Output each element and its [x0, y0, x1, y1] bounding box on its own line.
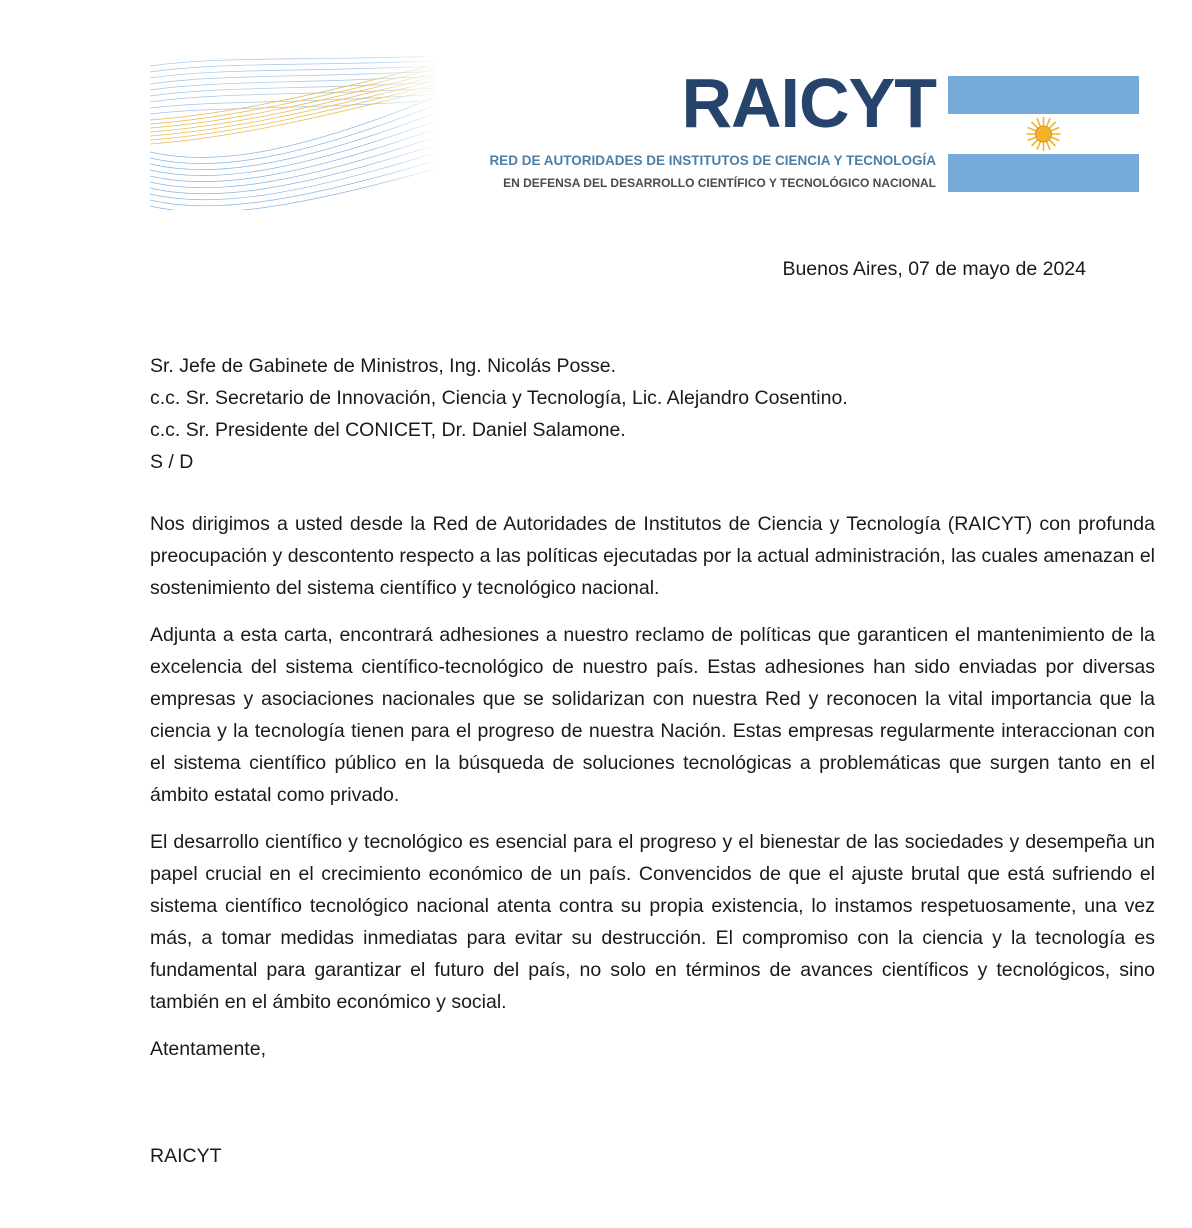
signature: RAICYT — [150, 1145, 222, 1167]
logo-tagline: EN DEFENSA DEL DESARROLLO CIENTÍFICO Y TECNOLÓGICO NACIONAL — [503, 176, 936, 190]
letter-paragraphs — [150, 508, 1155, 1065]
paragraph: El desarrollo científico y tecnológico es esencial para el progreso y el bienestar de las sociedades y desempeña un papel crucial en el crecimiento económico de un país. Convencidos de que el ajuste brutal que está sufriendo el sistema científico tecnológico nacional atenta contra su propia existencia, lo instamos respetuosamente, una vez más, a tomar medidas inmediatas para evitar su destrucción. El compromiso con la ciencia y la tecnología es fundamental para garantizar el futuro del país, no solo en términos de avances científicos y tecnológicos, sino también en el ámbito económico y social. — [150, 831, 1155, 1013]
addressee-line: S / D — [150, 451, 194, 473]
logo-title: RAICYT — [681, 64, 936, 142]
argentina-flag-icon — [948, 76, 1139, 192]
paragraph: Adjunta a esta carta, encontrará adhesiones a nuestro reclamo de políticas que garanticen el mantenimiento de la excelencia del sistema científico-tecnológico de nuestro país. Estas adhesiones han sido enviadas por diversas empresas y asociaciones nacionales que se solidarizan con nuestra Red y reconocen la vital importancia que la ciencia y la tecnología tienen para el progreso de nuestra Nación. Estas empresas regularmente interaccionan con el sistema científico público en la búsqueda de soluciones tecnológicas a problemáticas que surgen tanto en el ámbito estatal como privado. — [150, 624, 1155, 806]
raicyt-logo — [470, 64, 936, 195]
addressee-line: c.c. Sr. Presidente del CONICET, Dr. Daniel Salamone. — [150, 419, 626, 441]
decorative-wave-graphic — [150, 56, 438, 210]
addressee-line: c.c. Sr. Secretario de Innovación, Ciencia y Tecnología, Lic. Alejandro Cosentino. — [150, 387, 848, 409]
letter-date: Buenos Aires, 07 de mayo de 2024 — [782, 258, 1086, 280]
closing: Atentamente, — [150, 1038, 266, 1060]
sun-of-may-icon — [1027, 117, 1061, 151]
logo-subtitle: RED DE AUTORIDADES DE INSTITUTOS DE CIENCIA Y TECNOLOGÍA — [489, 153, 936, 168]
paragraph: Nos dirigimos a usted desde la Red de Autoridades de Institutos de Ciencia y Tecnología (RAICYT) con profunda preocupación y descontento respecto a las políticas ejecutadas por la actual administración, las cuales amenazan el sostenimiento del sistema científico y tecnológico nacional. — [150, 513, 1155, 599]
addressee-block — [150, 350, 1155, 478]
addressee-line: Sr. Jefe de Gabinete de Ministros, Ing. Nicolás Posse. — [150, 355, 617, 377]
letter-body — [150, 350, 1155, 1080]
